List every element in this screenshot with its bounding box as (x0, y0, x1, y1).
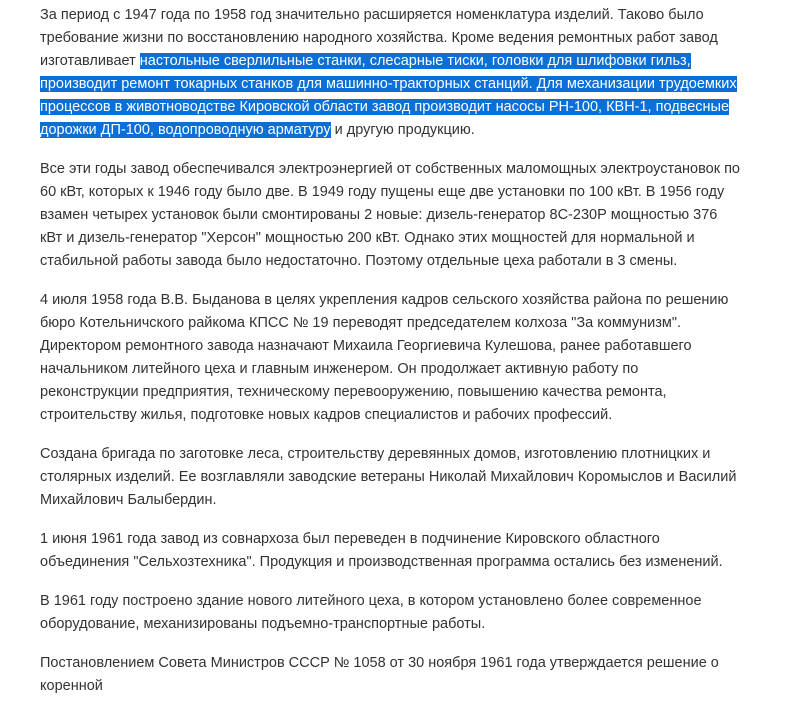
article-body (40, 4, 740, 714)
paragraph-1-text-after: и другую продукцию. (330, 122, 475, 138)
paragraph-7: Постановлением Совета Министров СССР № 1058 от 30 ноября 1961 года утверждается решение о коренной (40, 655, 719, 694)
paragraph-6: В 1961 году построено здание нового литейного цеха, в котором установлено более современное оборудование, механизированы подъемно-транспортные работы. (40, 593, 702, 632)
selected-text-highlight[interactable]: настольные сверлильные станки, слесарные тиски, головки для шлифовки гильз, производит ремонт токарных станков для машинно-тракторных станций. Для механизации трудоемких процессов в животноводстве Кировской области завод производит насосы РН-100, КВН-1, подвесные дорожки ДП-100, водопроводную арматуру (40, 53, 737, 138)
paragraph-1-text-before: За период с 1947 года по 1958 год значительно расширяется номенклатура изделий. Таково было требование жизни по восстановлению народного хозяйства. Кроме ведения ремонтных работ завод изготавливает (40, 7, 718, 69)
paragraph-3: 4 июля 1958 года В.В. Быданова в целях укрепления кадров сельского хозяйства района по решению бюро Котельничского райкома КПСС № 19 переводят председателем колхоза "За коммунизм". Директором ремонтного завода назначают Михаила Георгиевича Кулешова, ранее работавшего начальником литейного цеха и главным инженером. Он продолжает активную работу по реконструкции предприятия, техническому перевооружению, повышению качества ремонта, строительству жилья, подготовке новых кадров специалистов и рабочих профессий. (40, 292, 729, 423)
paragraph-5: 1 июня 1961 года завод из совнархоза был переведен в подчинение Кировского областного объединения "Сельхозтехника". Продукция и производственная программа остались без изменений. (40, 531, 723, 570)
paragraph-1 (40, 4, 740, 142)
paragraph-2: Все эти годы завод обеспечивался электроэнергией от собственных маломощных электроустановок по 60 кВт, которых к 1946 году было две. В 1949 году пущены еще две установки по 100 кВт. В 1956 году взамен четырех установок были смонтированы 2 новые: дизель-генератор 8С-230Р мощностью 376 кВт и дизель-генератор "Херсон" мощностью 200 кВт. Однако этих мощностей для нормальной и стабильной работы завода было недостаточно. Поэтому отдельные цеха работали в 3 смены. (40, 161, 740, 269)
paragraph-4: Создана бригада по заготовке леса, строительству деревянных домов, изготовлению плотницких и столярных изделий. Ее возглавляли заводские ветераны Николай Михайлович Коромыслов и Василий Михайлович Балыбердин. (40, 446, 737, 508)
